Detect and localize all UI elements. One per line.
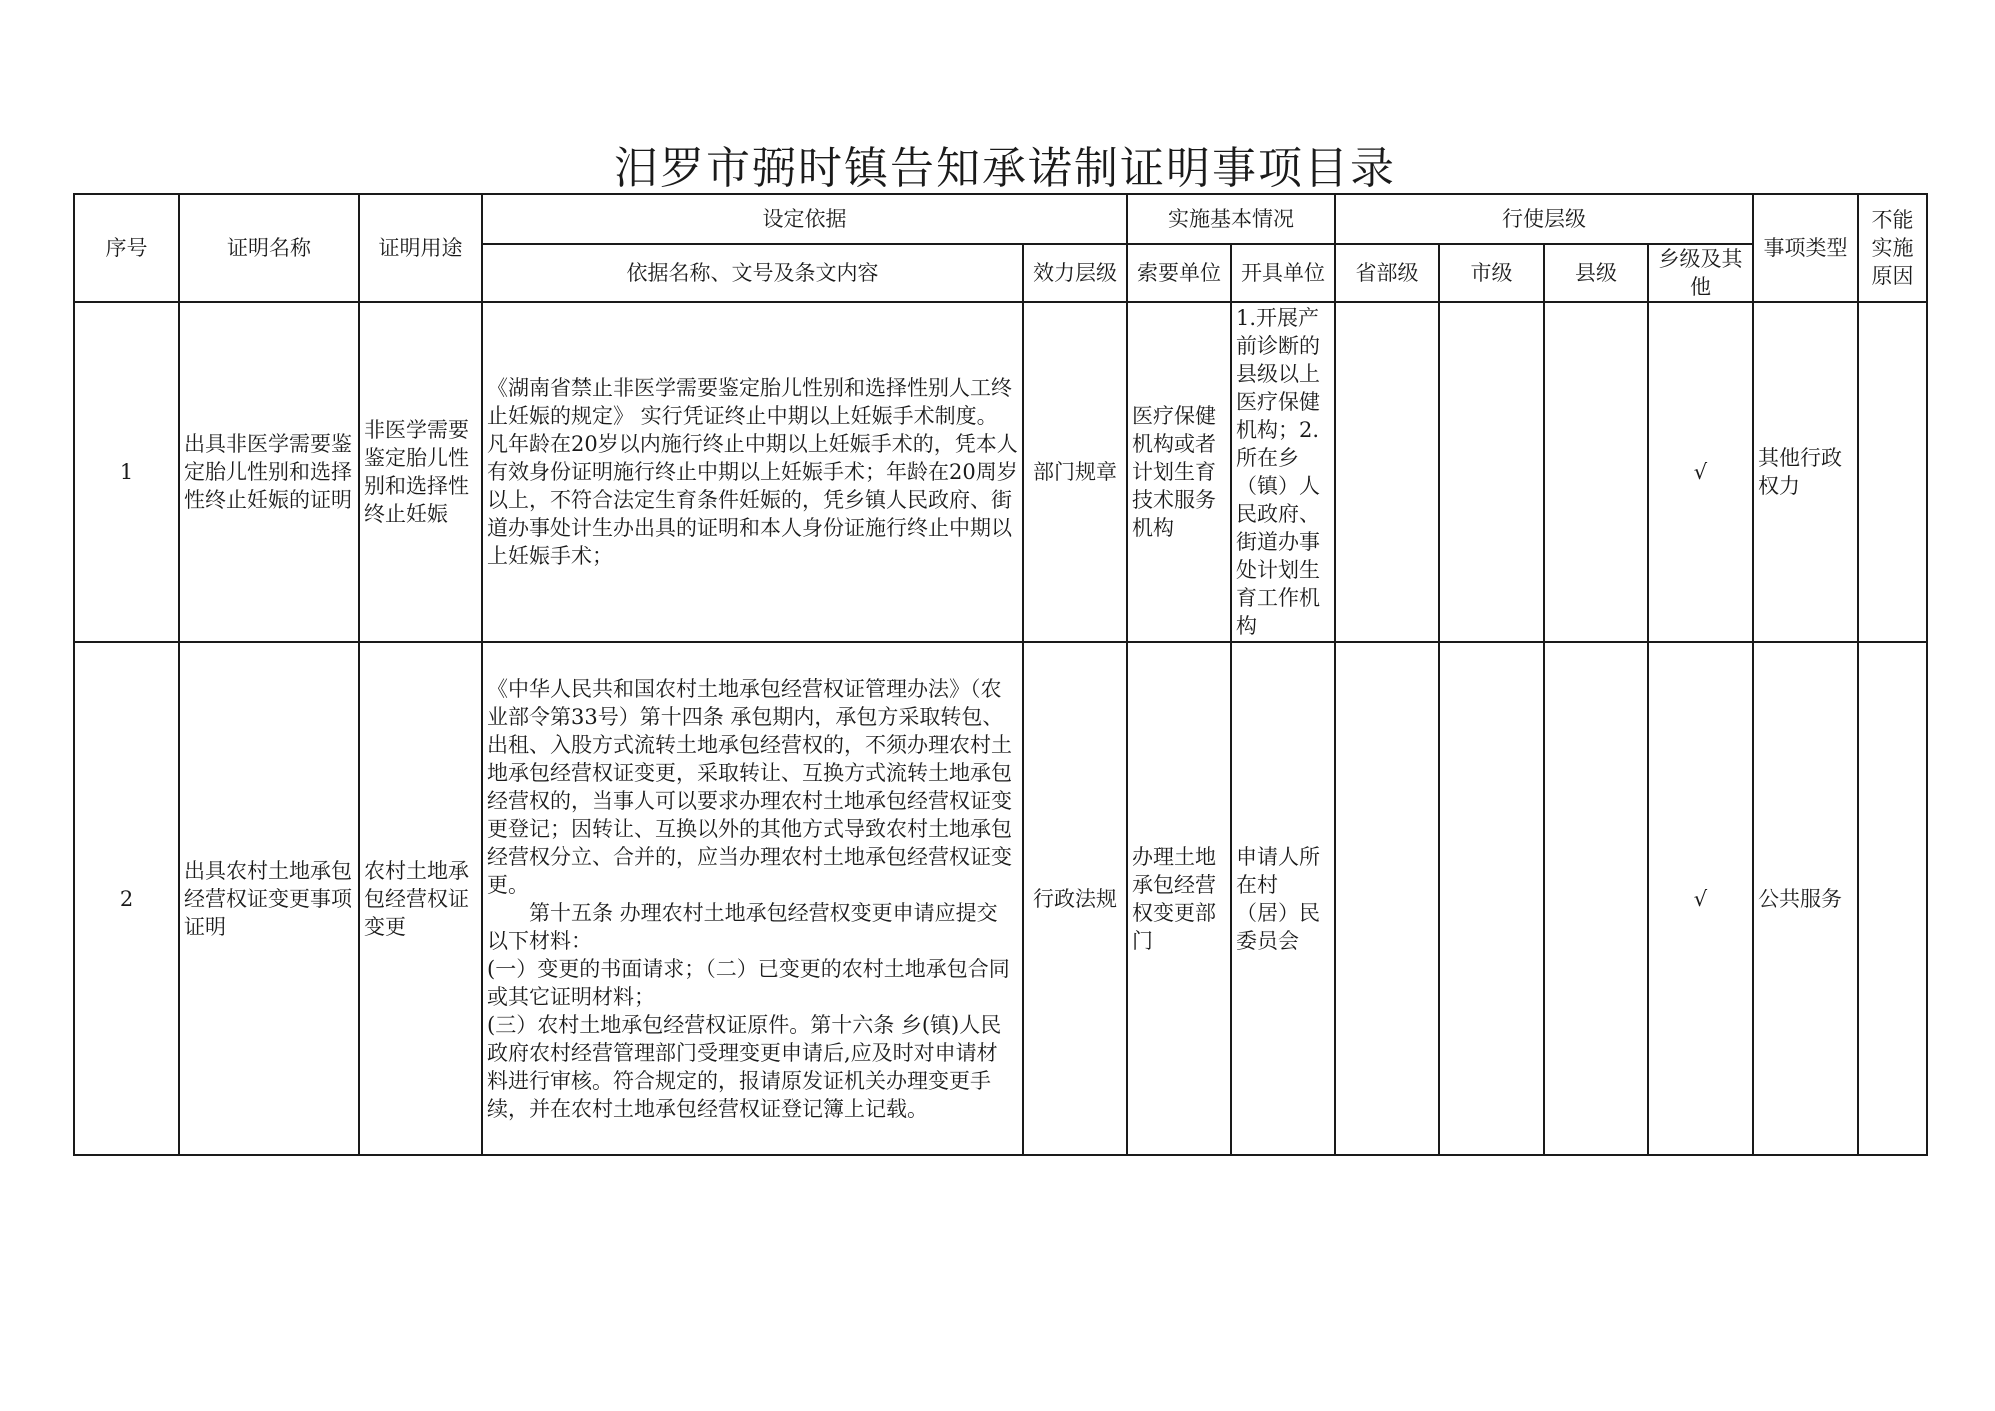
- row-purpose: 非医学需要鉴定胎儿性别和选择性终止妊娠: [359, 302, 482, 642]
- header-purpose: 证明用途: [359, 194, 482, 302]
- row-reason: [1858, 302, 1927, 642]
- table-row: [74, 642, 1927, 1155]
- row-purpose: 农村土地承包经营权证变更: [359, 642, 482, 1155]
- row-issue-unit: 1.开展产前诊断的县级以上医疗保健机构；2.所在乡（镇）人民政府、街道办事处计划生育工作机构: [1231, 302, 1335, 642]
- row-county: [1544, 642, 1648, 1155]
- row-effect: 行政法规: [1023, 642, 1127, 1155]
- header-province: 省部级: [1335, 244, 1439, 302]
- header-type: 事项类型: [1753, 194, 1858, 302]
- row-province: [1335, 302, 1439, 642]
- row-req-unit: 医疗保健机构或者计划生育技术服务机构: [1127, 302, 1231, 642]
- header-row-1: [74, 194, 1927, 244]
- row-city: [1439, 302, 1544, 642]
- header-effect: 效力层级: [1023, 244, 1127, 302]
- header-town: 乡级及其他: [1648, 244, 1753, 302]
- certification-table: [73, 193, 1928, 1156]
- row-issue-unit: 申请人所在村（居）民委员会: [1231, 642, 1335, 1155]
- row-town-check: √: [1648, 642, 1753, 1155]
- row-basis: 《中华人民共和国农村土地承包经营权证管理办法》（农业部令第33号）第十四条 承包期内，承包方采取转包、出租、入股方式流转土地承包经营权的，不须办理农村土地承包经营权证变更，采取转让、互换方式流转土地承包经营权的，当事人可以要求办理农村土地承包经营权证变更登记；因转让、互换以外的其他方式导致农村土地承包经营权分立、合并的，应当办理农村土地承包经营权证变更。 第十五条 办理农村土地承包经营权变更申请应提交以下材料： (一）变更的书面请求；（二）已变更的农村土地承包合同或其它证明材料； (三）农村土地承包经营权证原件。第十六条 乡(镇)人民政府农村经营管理部门受理变更申请后,应及时对申请材料进行审核。符合规定的，报请原发证机关办理变更手续，并在农村土地承包经营权证登记簿上记载。: [482, 642, 1023, 1155]
- row-basis: 《湖南省禁止非医学需要鉴定胎儿性别和选择性别人工终止妊娠的规定》 实行凭证终止中期以上妊娠手术制度。凡年龄在20岁以内施行终止中期以上妊娠手术的，凭本人有效身份证明施行终止中期以上妊娠手术；年龄在20周岁以上，不符合法定生育条件妊娠的，凭乡镇人民政府、街道办事处计生办出具的证明和本人身份证施行终止中期以上妊娠手术；: [482, 302, 1023, 642]
- header-reason: 不能实施原因: [1858, 194, 1927, 302]
- header-level-group: 行使层级: [1335, 194, 1753, 244]
- header-seq: 序号: [74, 194, 179, 302]
- header-basis-text: 依据名称、文号及条文内容: [482, 244, 1023, 302]
- row-seq: 1: [74, 302, 179, 642]
- row-name: 出具农村土地承包经营权证变更事项证明: [179, 642, 359, 1155]
- row-town-check: √: [1648, 302, 1753, 642]
- row-name: 出具非医学需要鉴定胎儿性别和选择性终止妊娠的证明: [179, 302, 359, 642]
- header-impl-group: 实施基本情况: [1127, 194, 1335, 244]
- page-title: 汨罗市弼时镇告知承诺制证明事项目录: [614, 143, 1396, 194]
- row-reason: [1858, 642, 1927, 1155]
- row-province: [1335, 642, 1439, 1155]
- table-row: [74, 302, 1927, 642]
- row-type: 其他行政权力: [1753, 302, 1858, 642]
- header-req-unit: 索要单位: [1127, 244, 1231, 302]
- row-type: 公共服务: [1753, 642, 1858, 1155]
- row-effect: 部门规章: [1023, 302, 1127, 642]
- row-seq: 2: [74, 642, 179, 1155]
- row-city: [1439, 642, 1544, 1155]
- header-name: 证明名称: [179, 194, 359, 302]
- row-req-unit: 办理土地承包经营权变更部门: [1127, 642, 1231, 1155]
- row-county: [1544, 302, 1648, 642]
- header-issue-unit: 开具单位: [1231, 244, 1335, 302]
- header-basis-group: 设定依据: [482, 194, 1127, 244]
- header-city: 市级: [1439, 244, 1544, 302]
- header-county: 县级: [1544, 244, 1648, 302]
